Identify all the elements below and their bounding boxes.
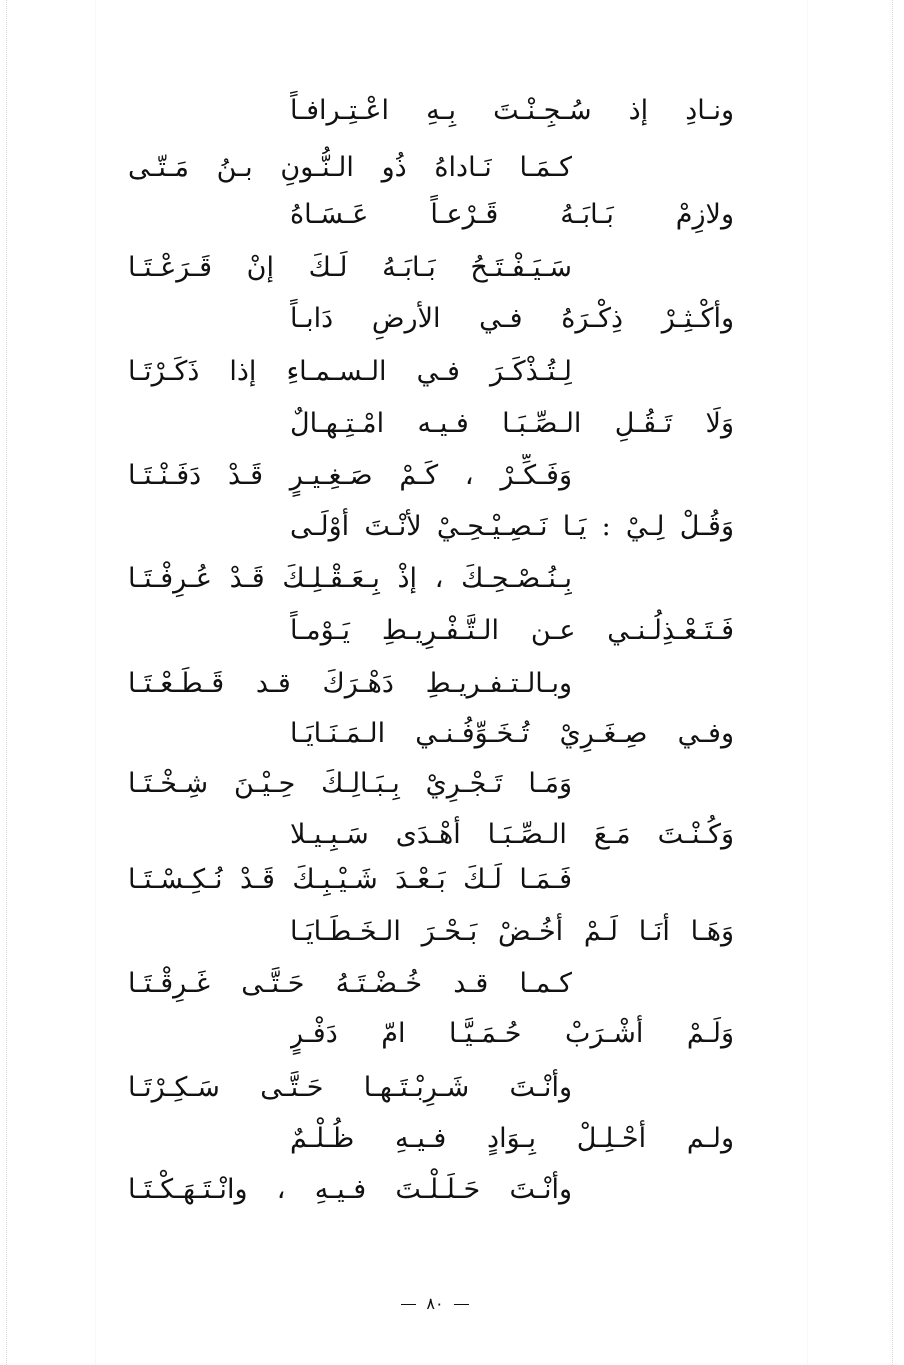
verse-line-12: وبـالـتـفـريـطِ دَهْـرَكَ قـد قَـطَـعْـتَـا — [128, 668, 572, 699]
verse-line-8: وَفَـكِّـرْ ، كَـمْ صَـغِـيـرٍ قَـدْ دَفَـنْـتَـا — [128, 460, 572, 491]
verse-line-6: لِـتُـذْكَـرَ فـي الـسـمـاءِ إذا ذَكَـرْتَـا — [128, 356, 572, 387]
verse-line-19: وَلَـمْ أشْـرَبْ حُـمَـيَّـا امّ دَفْـرٍ — [290, 1018, 734, 1049]
page-number-left-dash — [454, 1304, 469, 1305]
verse-line-11: فَـتَـعْـذِلُـنـي عـن الـتَّـفْـرِيـطِ يَـوْمـاً — [290, 615, 734, 646]
verse-line-3: ولازِمْ بَـابَـهُ قَـرْعـاً عَـسَـاهُ — [290, 199, 734, 230]
page-number-right-dash — [401, 1304, 416, 1305]
verse-line-4: سَـيَـفْـتَـحُ بَـابَـهُ لَـكَ إنْ قَـرَعْـتَـا — [128, 252, 572, 283]
verse-line-17: وَهَـا أنَـا لَـمْ أخُـضْ بَـحْـرَ الـخَـطَـايَـا — [290, 916, 734, 947]
verse-line-9: وَقُـلْ لِـيْ : يَـا نَـصِـيْـحِـيْ لأنْـتَ أوْلَـى — [290, 511, 734, 542]
verse-line-16: فَـمَـا لَـكَ بَـعْـدَ شَـيْـبِـكَ قَـدْ نُـكِـسْـتَـا — [128, 864, 572, 895]
verse-line-5: وأكْـثِـرْ ذِكْـرَهُ فـي الأرضِ دَابـاً — [290, 303, 734, 334]
verse-line-22: وأنْـتَ حَـلَـلْـتَ فـيـهِ ، وانْـتَـهَـكْـتَـا — [128, 1174, 572, 1205]
verse-line-20: وأنْـتَ شَـرِبْـتَـهـا حَـتَّـى سَـكِـرْتَـا — [128, 1072, 572, 1103]
page-number: ٨٠ — [426, 1294, 444, 1313]
verse-line-10: بِـنُـصْـحِـكَ ، إذْ بِـعَـقْـلِـكَ قَـدْ عُـرِفْـتَـا — [128, 563, 572, 594]
verse-line-21: ولـم أحْـلِـلْ بِـوَادٍ فـيـهِ ظُـلْـمٌ — [290, 1123, 734, 1154]
verse-line-1: ونـادِ إذ سُـجِـنْـتَ بِـهِ اعْـتِـرافـاً — [290, 95, 734, 126]
verse-line-7: وَلَا تَـقُـلِ الـصِّـبَـا فـيـه امْـتِـهـالٌ — [290, 408, 734, 439]
verse-line-14: وَمَـا تَـجْـرِيْ بِـبَـالِـكَ حِـيْـنَ شِـخْـتَـا — [128, 768, 572, 799]
verse-line-18: كـمـا قـد خُـضْـتَـهُ حَـتَّـى غَـرِقْـتَـا — [128, 968, 572, 999]
verse-line-2: كـمَـا نَـاداهُ ذُو الـنُّـونِ بـنُ مَـتّـى — [128, 152, 572, 183]
page-number-footer — [390, 1290, 480, 1318]
verse-line-13: وفـي صِـغَـرِيْ تُـخَـوِّفُـنـي الـمَـنَـايَـا — [290, 718, 734, 749]
verse-line-15: وَكُـنْـتَ مَـعَ الـصِّـبَـا أهْـدَى سَـبِـيـلا — [290, 819, 734, 850]
